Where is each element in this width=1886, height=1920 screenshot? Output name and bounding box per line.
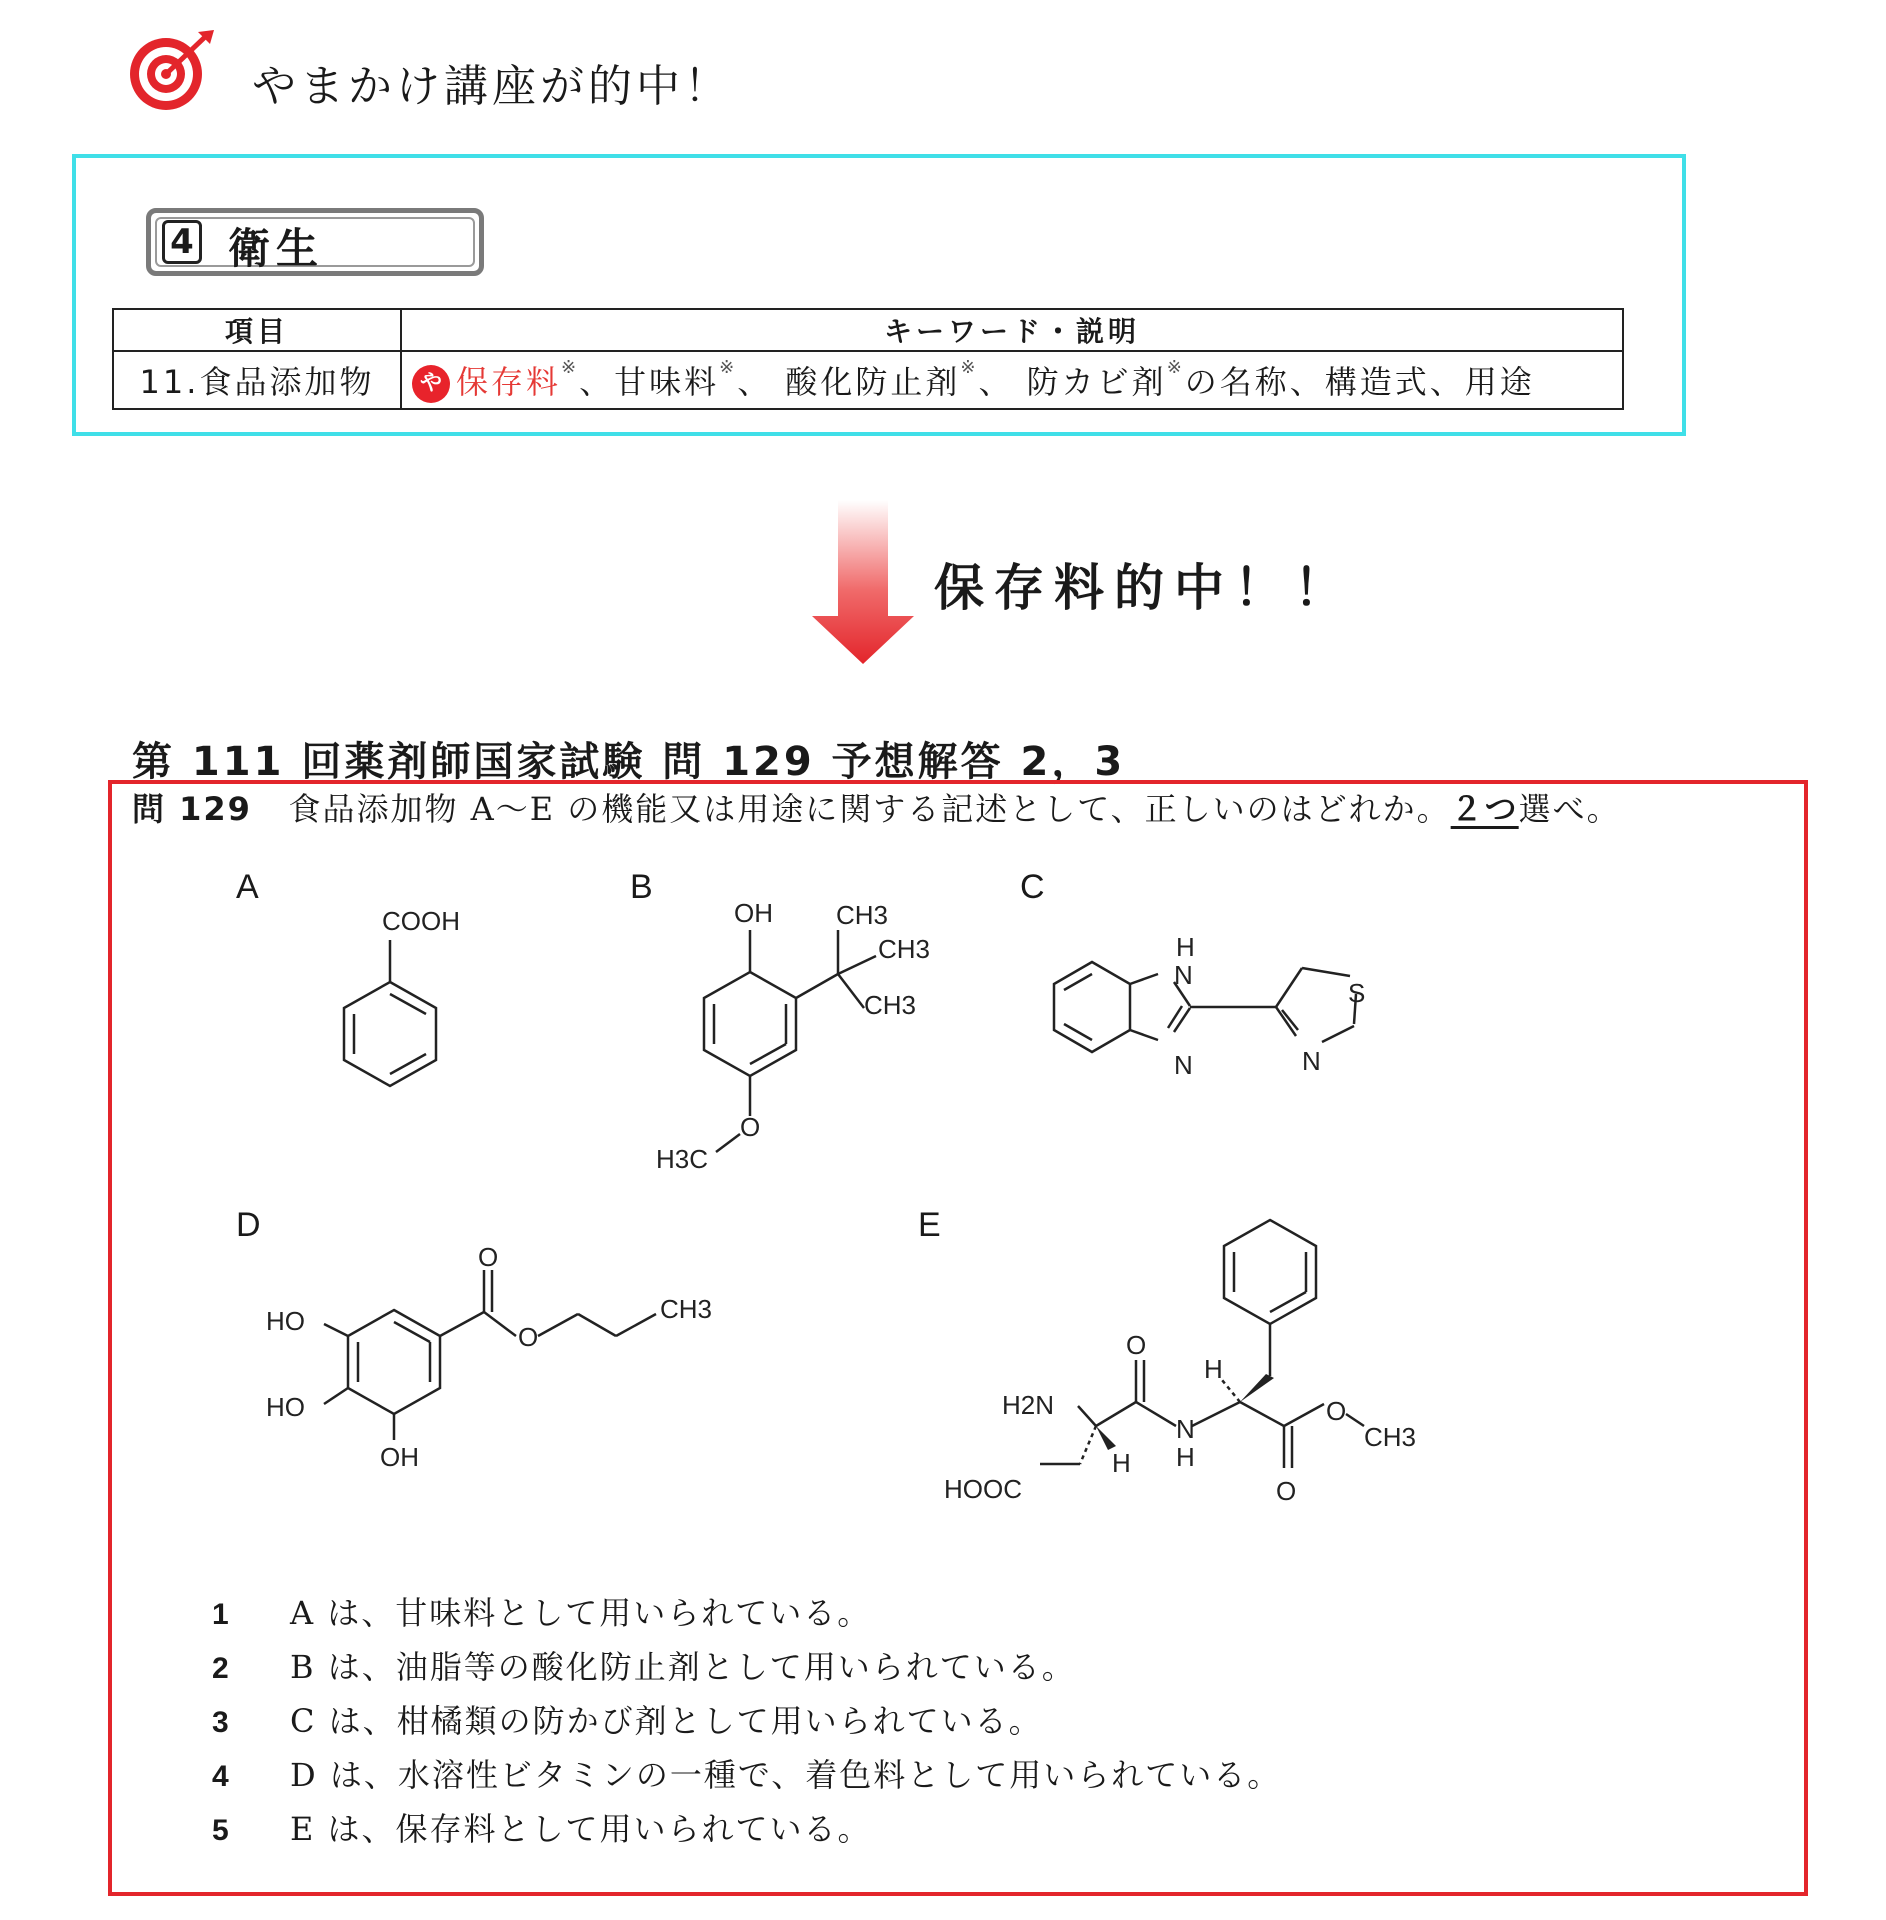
ch3-label: CH3 [864,990,917,1020]
structure-c-diagram [1040,930,1400,1100]
o-label: O [478,1242,499,1272]
structure-d-diagram [260,1240,740,1500]
option-number: 3 [212,1706,229,1739]
n-label: N [1174,960,1193,990]
question-suffix: 選べ。 [1518,790,1621,828]
section-name: 衛生 [228,224,325,273]
option-text: E は、保存料として用いられている。 [290,1810,872,1848]
option-number: 5 [212,1814,229,1847]
list-item [212,1804,1281,1858]
keyword-text: 、 防カビ剤 [978,363,1167,401]
header-item: 項目 [113,309,401,351]
h-label: H [1204,1354,1223,1384]
o-label: O [740,1112,761,1142]
structure-label-c: C [1020,868,1045,906]
ya-mark-icon: や [412,365,450,403]
oh-label: OH [380,1442,419,1472]
structure-label-e: E [918,1206,941,1244]
s-label: S [1348,978,1366,1008]
cell-item: 11.食品添加物 [113,351,401,409]
target-icon [126,26,216,116]
keyword-text: 、甘味料 [579,363,720,401]
n-label: N [1176,1414,1195,1444]
keyword-table [112,308,1624,410]
h-label: H [1176,932,1195,962]
banner-title: やまかけ講座が的中！ [252,61,732,112]
option-number: 2 [212,1652,229,1685]
n-label: N [1302,1046,1321,1076]
option-text: A は、甘味料として用いられている。 [290,1594,872,1632]
ho-label: HO [266,1392,305,1422]
structure-label-d: D [236,1206,261,1244]
highlight-keyword: 保存料 [456,363,562,401]
option-number: 4 [212,1760,229,1793]
cooh-label: COOH [382,906,460,936]
keyword-text: 、 酸化防止剤 [737,363,961,401]
n-label: N [1174,1050,1193,1080]
option-number: 1 [212,1598,229,1631]
h2n-label: H2N [1002,1390,1055,1420]
o-label: O [1126,1330,1147,1360]
ch3-label: CH3 [1364,1422,1417,1452]
ch3-label: CH3 [878,934,931,964]
list-item [212,1696,1281,1750]
question-number: 問 129 [132,790,252,828]
h-label: H [1112,1448,1131,1478]
o-label: O [1276,1476,1297,1506]
ch3-label: CH3 [836,900,889,930]
h-label: H [1176,1442,1195,1472]
h3c-label: H3C [656,1144,709,1174]
down-arrow-icon [808,500,918,666]
keyword-text: の名称、構造式、用途 [1184,363,1535,401]
note-mark: ※ [561,357,580,378]
hooc-label: HOOC [944,1474,1022,1504]
question-emphasis: ２つ [1450,790,1519,828]
ho-label: HO [266,1306,305,1336]
hit-message: 保存料的中！！ [934,559,1354,617]
o-label: O [518,1322,539,1352]
list-item [212,1642,1281,1696]
section-number: 4 [162,220,202,264]
list-item [212,1750,1281,1804]
question-text: 食品添加物 A～E の機能又は用途に関する記述として、正しいのはどれか。 [288,790,1451,828]
structure-label-a: A [236,868,259,906]
structure-b-diagram [650,890,950,1190]
ch3-label: CH3 [660,1294,713,1324]
structure-a-diagram [330,900,510,1100]
note-mark: ※ [1166,357,1185,378]
table-row [113,351,1623,409]
note-mark: ※ [719,357,738,378]
cell-keywords [401,351,1623,409]
list-item [212,1588,1281,1642]
structure-e-diagram [940,1210,1440,1530]
structure-label-b: B [630,868,653,906]
exam-title: 第 111 回薬剤師国家試験 問 129 予想解答 2，3 [132,739,1126,785]
question-line [132,784,1621,830]
o-label: O [1326,1396,1347,1426]
header-keyword: キーワード・説明 [401,309,1623,351]
note-mark: ※ [960,357,979,378]
oh-label: OH [734,898,773,928]
option-list [212,1588,1281,1858]
option-text: B は、油脂等の酸化防止剤として用いられている。 [290,1648,1076,1686]
option-text: C は、柑橘類の防かび剤として用いられている。 [290,1702,1043,1740]
option-text: D は、水溶性ビタミンの一種で、着色料として用いられている。 [290,1756,1282,1794]
